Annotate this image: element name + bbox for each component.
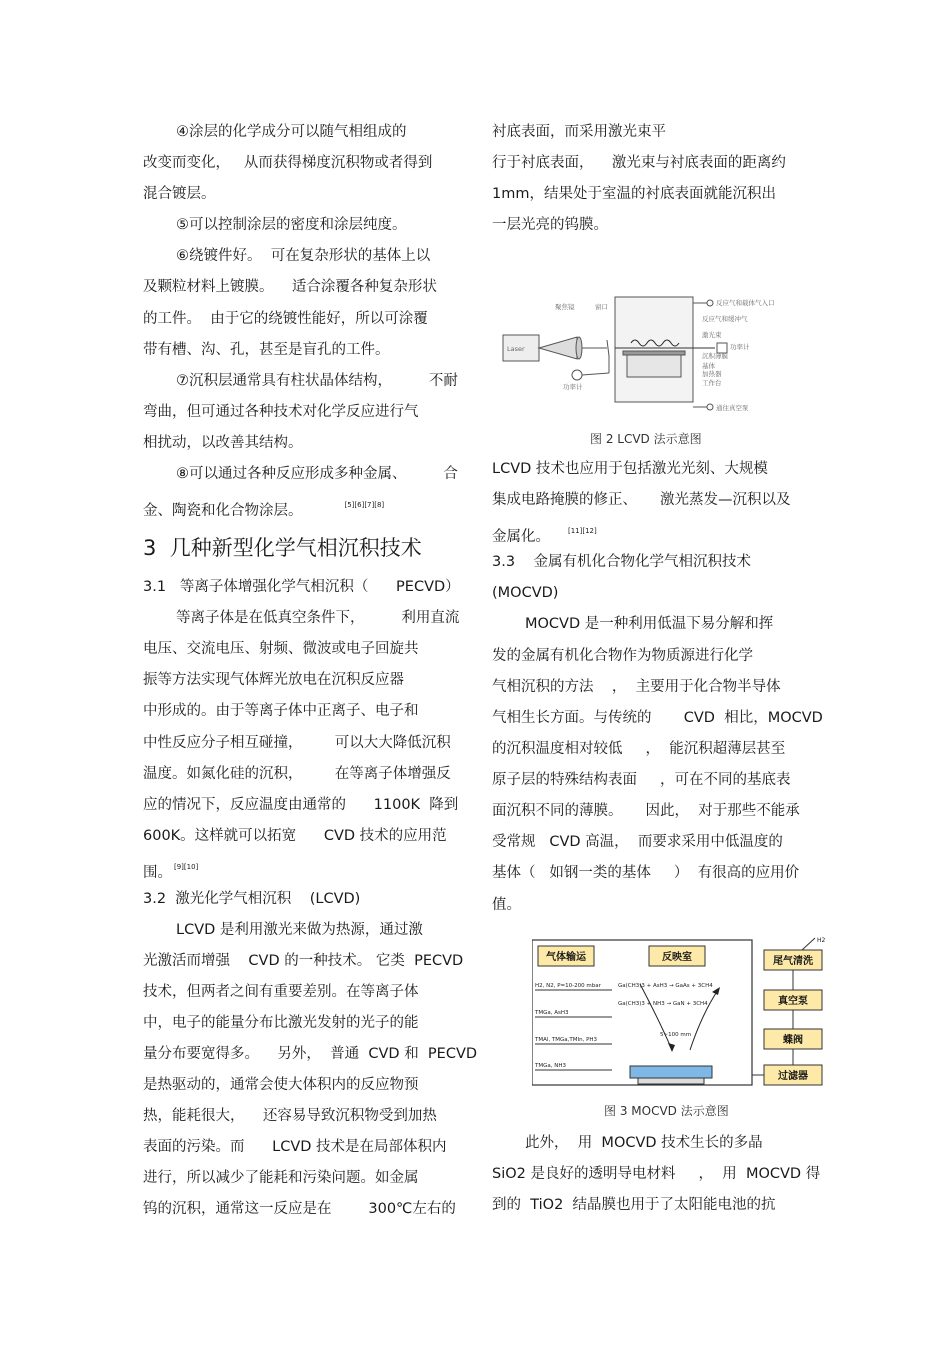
final-line-1: 此外， 用 MOCVD 技术生长的多晶 xyxy=(525,1135,763,1151)
citation-11-12: [11][12] xyxy=(568,527,597,535)
s33-line-9: 基体（ 如钢一类的基体 ） 有很高的应用价 xyxy=(492,865,800,881)
label-window: 窗口 xyxy=(595,303,608,311)
label-gas-flow: 反应气和缓冲气 xyxy=(702,315,748,323)
s33-line-4: 气相生长方面。与传统的 CVD 相比，MOCVD xyxy=(492,710,823,726)
lens-icon xyxy=(576,337,582,359)
s32-line-7: 热，能耗很大， 还容易导致沉积物受到加热 xyxy=(143,1108,437,1124)
s33-line-1: MOCVD 是一种利用低温下易分解和挥 xyxy=(525,616,774,632)
rc-top-line-3: 1mm，结果处于室温的衬底表面就能沉积出 xyxy=(492,186,776,202)
label-table: 工作台 xyxy=(702,379,722,387)
substrate-block xyxy=(630,1066,712,1078)
section-3-title: 3 几种新型化学气相沉积技术 xyxy=(143,536,422,560)
s33-line-7: 面沉积不同的薄膜。 因此， 对于那些不能承 xyxy=(492,803,800,819)
s31-last-text: 围。 xyxy=(143,865,172,881)
label-meter-left: 功率计 xyxy=(563,383,583,391)
item-6-line-3: 的工件。 由于它的绕镀性能好，所以可涂覆 xyxy=(143,311,428,327)
rc-top-line-2: 行于衬底表面， 激光束与衬底表面的距离约 xyxy=(492,155,786,171)
after-fig2-line-3 xyxy=(492,521,597,547)
label-laser: Laser xyxy=(507,345,525,353)
label-heater: 加热器 xyxy=(702,370,722,378)
chamber-box xyxy=(615,297,693,402)
figure-3-caption: 图 3 MOCVD 法示意图 xyxy=(604,1104,729,1118)
s31-line-5: 中性反应分子相互碰撞， 可以大大降低沉积 xyxy=(143,735,451,751)
substrate-heater xyxy=(627,355,681,377)
gas-row-2: TMGa, AsH3 xyxy=(535,1010,569,1016)
s31-line-3: 振等方法实现气体辉光放电在沉积反应器 xyxy=(143,672,404,688)
after-fig2-last-text: 金属化。 xyxy=(492,529,550,545)
s31-line-6: 温度。如氮化硅的沉积， 在等离子体增强反 xyxy=(143,766,451,782)
label-lens: 聚焦镜 xyxy=(555,303,575,311)
reaction-2: Ga(CH3)3 + NH3 → GaN + 3CH4 xyxy=(618,1001,708,1007)
rc-top-line-4: 一层光亮的钨膜。 xyxy=(492,217,608,233)
figure-2-caption: 图 2 LCVD 法示意图 xyxy=(590,432,702,446)
s31-line-4: 中形成的。由于等离子体中正离子、电子和 xyxy=(143,703,419,719)
s32-line-2: 光激活而增强 CVD 的一种技术。 它类 PECVD xyxy=(143,953,464,969)
s32-line-10: 钨的沉积，通常这一反应是在 300℃左右的 xyxy=(143,1201,456,1217)
s33-line-2: 发的金属有机化合物作为物质源进行化学 xyxy=(492,648,753,664)
s31-line-7: 应的情况下，反应温度由通常的 1100K 降到 xyxy=(143,797,459,813)
item-7-line-2: 弯曲，但可通过各种技术对化学反应进行气 xyxy=(143,404,419,420)
final-line-3: 到的 TiO2 结晶膜也用于了太阳能电池的抗 xyxy=(492,1197,776,1213)
section-3-1-title: 3.1 等离子体增强化学气相沉积（ PECVD） xyxy=(143,579,460,595)
rc-top-line-1: 衬底表面，而采用激光束平 xyxy=(492,124,666,140)
s31-line-9 xyxy=(143,857,198,883)
label-beam: 激光束 xyxy=(702,331,722,339)
s33-line-3: 气相沉积的方法 ， 主要用于化合物半导体 xyxy=(492,679,781,695)
label-butterfly-valve: 蝶阀 xyxy=(783,1035,803,1046)
section-3-3-title-line-1: 3.3 金属有机化合物化学气相沉积技术 xyxy=(492,554,751,570)
gas-row-4: TMGa, NH3 xyxy=(535,1063,566,1069)
label-exhaust: 尾气清洗 xyxy=(773,956,813,967)
gap-label: 5~100 mm xyxy=(660,1032,692,1038)
s33-line-10: 值。 xyxy=(492,897,521,913)
s32-line-4: 中，电子的能量分布比激光发射的光子的能 xyxy=(143,1015,419,1031)
s33-line-6: 原子层的特殊结构表面 ，可在不同的基底表 xyxy=(492,772,791,788)
s33-line-5: 的沉积温度相对较低 ， 能沉积超薄层甚至 xyxy=(492,741,786,757)
s31-line-1: 等离子体是在低真空条件下， 利用直流 xyxy=(176,610,460,626)
item-8-line-1: ⑧可以通过各种反应形成多种金属、 合 xyxy=(176,466,458,482)
item-6-line-1: ⑥绕镀件好。 可在复杂形状的基体上以 xyxy=(176,248,431,264)
item-6-line-2: 及颗粒材料上镀膜。 适合涂覆各种复杂形状 xyxy=(143,279,437,295)
final-line-2: SiO2 是良好的透明导电材料 ， 用 MOCVD 得 xyxy=(492,1166,821,1182)
s32-line-8: 表面的污染。而 LCVD 技术是在局部体积内 xyxy=(143,1139,447,1155)
label-vacuum-pump: 真空泵 xyxy=(778,996,808,1007)
figure-mocvd-diagram xyxy=(532,932,837,1087)
s32-line-5: 量分布要宽得多。 另外， 普通 CVD 和 PECVD xyxy=(143,1046,478,1062)
meter-left-icon xyxy=(572,370,582,380)
item-7-line-1: ⑦沉积层通常具有柱状晶体结构， 不耐 xyxy=(176,373,458,389)
label-reaction-chamber: 反映室 xyxy=(662,952,692,963)
label-vacuum: 通往真空泵 xyxy=(716,404,749,412)
after-fig2-line-2: 集成电路掩膜的修正、 激光蒸发—沉积以及 xyxy=(492,492,791,508)
mocvd-diagram-svg xyxy=(532,932,837,1087)
section-3-3-title-line-2: (MOCVD) xyxy=(492,585,559,601)
item-7-line-3: 相扰动，以改善其结构。 xyxy=(143,435,303,451)
s32-line-6: 是热驱动的，通常会使大体积内的反应物预 xyxy=(143,1077,419,1093)
item-4-line-3: 混合镀层。 xyxy=(143,186,216,202)
reaction-1: Ga(CH3)3 + AsH3 → GaAs + 3CH4 xyxy=(618,983,713,989)
label-meter-right: 功率计 xyxy=(730,343,750,351)
gas-row-3: TMAl, TMGa,TMIn, PH3 xyxy=(535,1037,598,1043)
citation-9-10: [9][10] xyxy=(174,863,199,871)
item-4-line-2: 改变而变化， 从而获得梯度沉积物或者得到 xyxy=(143,155,433,171)
s31-line-8: 600K。这样就可以拓宽 CVD 技术的应用范 xyxy=(143,828,447,844)
item-8-line-2 xyxy=(143,495,384,521)
gas-row-1: H2, N2, P=10-200 mbar xyxy=(535,983,601,989)
label-gas-transport: 气体输运 xyxy=(546,952,586,963)
s33-line-8: 受常规 CVD 高温， 而要求采用中低温度的 xyxy=(492,834,783,850)
label-h2-top: H2 xyxy=(817,937,826,944)
s31-line-2: 电压、交流电压、射频、微波或电子回旋共 xyxy=(143,641,419,657)
label-filter: 过滤器 xyxy=(778,1071,808,1082)
lcvd-diagram-svg xyxy=(497,285,807,420)
section-3-2-title: 3.2 激光化学气相沉积 (LCVD) xyxy=(143,891,361,907)
citation-5-8: [5][6][7][8] xyxy=(344,501,385,509)
after-fig2-line-1: LCVD 技术也应用于包括激光光刻、大规模 xyxy=(492,461,768,477)
label-film: 沉积薄膜 xyxy=(702,352,728,360)
item-5: ⑤可以控制涂层的密度和涂层纯度。 xyxy=(176,217,407,233)
label-substrate: 基体 xyxy=(702,362,715,370)
s32-line-1: LCVD 是利用激光来做为热源，通过激 xyxy=(176,922,423,938)
item-4-line-1: ④涂层的化学成分可以随气相组成的 xyxy=(176,124,407,140)
item-8-text: 金、陶瓷和化合物涂层。 xyxy=(143,503,303,519)
label-gas-in: 反应气和载体气入口 xyxy=(716,299,775,307)
figure-lcvd-diagram xyxy=(497,285,807,420)
s32-line-3: 技术，但两者之间有重要差别。在等离子体 xyxy=(143,984,419,1000)
film-strip xyxy=(623,351,685,355)
s32-line-9: 进行，所以减少了能耗和污染问题。如金属 xyxy=(143,1170,419,1186)
item-6-line-4: 带有槽、沟、孔，甚至是盲孔的工件。 xyxy=(143,342,390,358)
